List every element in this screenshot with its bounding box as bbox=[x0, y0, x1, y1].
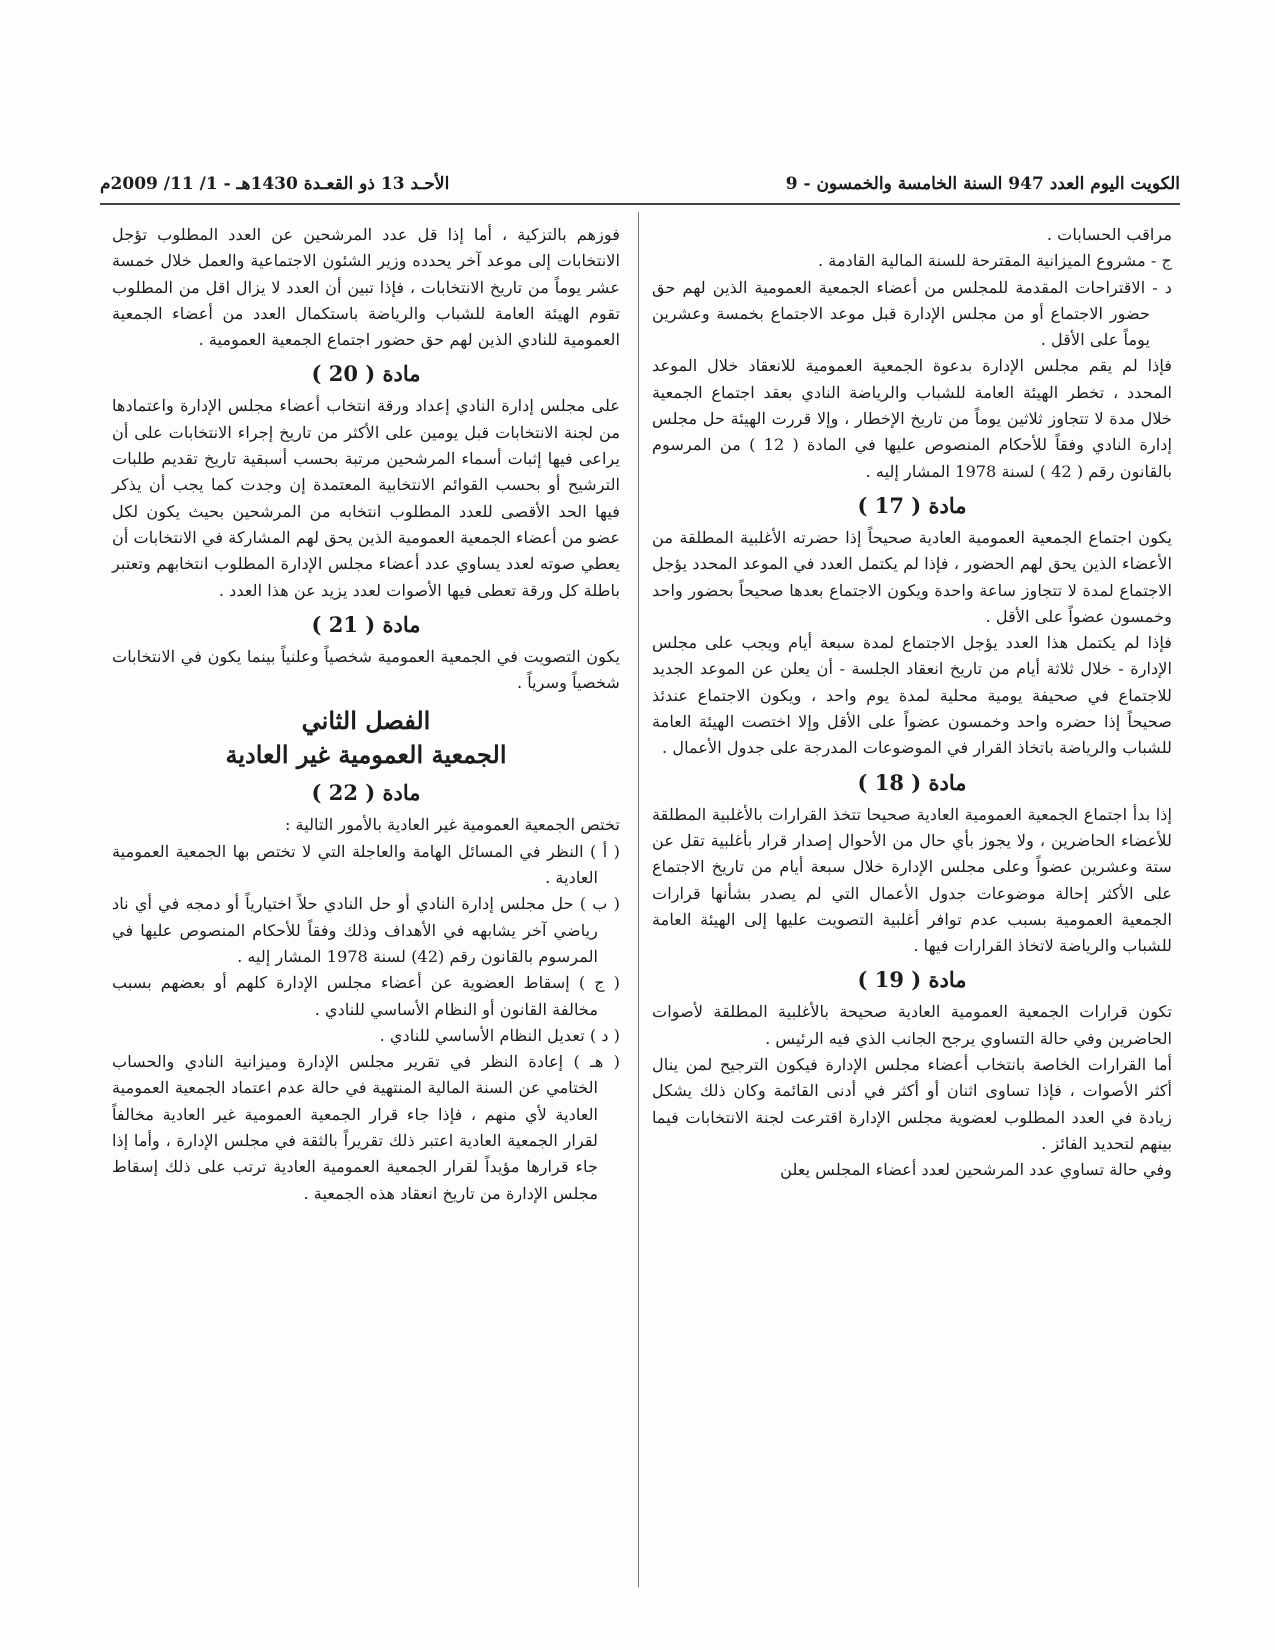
article-22-heading: مادة ( 22 ) bbox=[311, 780, 421, 806]
paragraph: فإذا لم يقم مجلس الإدارة بدعوة الجمعية العمومية للانعقاد خلال الموعد المحدد ، تخطر الهيئة العامة للشباب والرياضة النادي بعقد اجتماع الجمعية خلال مدة لا تتجاوز ثلاثين يوماً من تاريخ الإخطار ، وإلا قررت الهيئة حل مجلس إدارة النادي وفقاً للأحكام المنصوص عليها في المادة ( 12 ) من المرسوم بالقانون رقم ( 42 ) لسنة 1978 المشار إليه . bbox=[652, 356, 1172, 481]
article-19-paragraph: تكون قرارات الجمعية العمومية العادية صحيحة بالأغلبية المطلقة لأصوات الحاضرين وفي حالة التساوي يرجح الجانب الذي فيه الرئيس . bbox=[652, 1002, 1172, 1048]
article-18-heading: مادة ( 18 ) bbox=[857, 769, 967, 795]
header-date: الأحـد 13 ذو القعـدة 1430هـ - 1/ 11/ 2009م bbox=[100, 174, 450, 194]
article-20-heading: مادة ( 20 ) bbox=[311, 361, 421, 387]
list-item: ( أ ) النظر في المسائل الهامة والعاجلة التي لا تختص بها الجمعية العمومية العادية . bbox=[112, 841, 620, 888]
article-17-paragraph: فإذا لم يكتمل هذا العدد يؤجل الاجتماع لمدة سبعة أيام ويجب على مجلس الإدارة - خلال ثلاثة أيام من تاريخ انعقاد الجلسة - أن يعلن عن الموعد الجديد للاجتماع في صحيفة يومية محلية لمدة يوم واحد ، ويكون الاجتماع عندئذ صحيحاً إذا حضره واحد وخمسون عضواً على الأقل وإلا اختصت الهيئة العامة للشباب والرياضة باتخاذ القرار في الموضوعات المدرجة على جدول الأعمال . bbox=[652, 633, 1172, 758]
header-issue-info: الكويت اليوم العدد 947 السنة الخامسة والخمسون - 9 bbox=[785, 174, 1180, 194]
article-17-paragraph: يكون اجتماع الجمعية العمومية العادية صحيحاً إذا حضرته الأغلبية المطلقة من الأعضاء الذين يحق لهم الحضور ، فإذا لم يكتمل العدد في الموعد المحدد يؤجل الاجتماع لمدة لا تتجاوز ساعة واحدة ويكون الاجتماع بعدها صحيحاً بحضور واحد وخمسون عضواً على الأقل . bbox=[652, 527, 1172, 626]
article-19-paragraph: وفي حالة تساوي عدد المرشحين لعدد أعضاء المجلس يعلن bbox=[780, 1160, 1172, 1180]
article-17-heading: مادة ( 17 ) bbox=[857, 492, 967, 518]
chapter-title: الفصل الثاني bbox=[301, 706, 431, 736]
right-column bbox=[652, 222, 1172, 1184]
chapter-subtitle: الجمعية العمومية غير العادية bbox=[225, 740, 507, 770]
list-item: ( د ) تعديل النظام الأساسي للنادي . bbox=[379, 1025, 620, 1045]
article-19-heading: مادة ( 19 ) bbox=[857, 967, 967, 993]
article-20-paragraph: على مجلس إدارة النادي إعداد ورقة انتخاب أعضاء مجلس الإدارة واعتمادها من لجنة الانتخابات قبل يومين على الأكثر من تاريخ إجراء الانتخابات على أن يراعى فيها إثبات أسماء المرشحين مرتبة بحسب أسبقية تاريخ تقديم طلبات الترشيح أو بحسب القوائم الانتخابية المعتمدة إن وجدت كما يجب أن يذكر فيها الحد الأقصى للعدد المطلوب انتخابه من المرشحين بحيث يكون لكل عضو من أعضاء الجمعية العمومية الذين يحق لهم المشاركة في الانتخابات أن يعطي صوته لعدد يساوي عدد أعضاء مجلس الإدارة المطلوب انتخابهم وتعتبر باطلة كل ورقة تعطى فيها الأصوات لعدد يزيد عن هذا العدد . bbox=[112, 396, 620, 600]
left-column bbox=[112, 222, 620, 1207]
paragraph: فوزهم بالتزكية ، أما إذا قل عدد المرشحين عن العدد المطلوب تؤجل الانتخابات إلى موعد آخر يحدده وزير الشئون الاجتماعية والعمل خلال خمسة عشر يوماً من تاريخ الانتخابات ، فإذا تبين أن العدد لا يزال اقل من المطلوب تقوم الهيئة العامة للشباب والرياضة باستكمال العدد من أعضاء الجمعية العمومية للنادي الذين لهم حق حضور اجتماع الجمعية العمومية . bbox=[112, 225, 620, 350]
article-19-paragraph: أما القرارات الخاصة بانتخاب أعضاء مجلس الإدارة فيكون الترجيح لمن ينال أكثر الأصوات ، فإذا تساوى اثنان أو أكثر في أدنى القائمة وكان ذلك يشكل زيادة في العدد المطلوب لعضوية مجلس الإدارة اقترعت لجنة الانتخابات فيما بينهم لتحديد الفائز . bbox=[652, 1055, 1172, 1153]
list-item: د - الاقتراحات المقدمة للمجلس من أعضاء الجمعية العمومية الذين لهم حق حضور الاجتماع أو من مجلس الإدارة قبل موعد الاجتماع بخمسة وعشرين يوماً على الأقل . bbox=[652, 277, 1172, 350]
header-rule bbox=[100, 203, 1180, 205]
list-item: ( ب ) حل مجلس إدارة النادي أو حل النادي حلاً اختيارياً أو دمجه في أي ناد رياضي آخر يشابهه في الأهداف وذلك وفقاً للأحكام المنصوص عليها في المرسوم بالقانون رقم (42) لسنة 1978 المشار إليه . bbox=[112, 894, 620, 966]
article-21-heading: مادة ( 21 ) bbox=[311, 611, 421, 637]
article-18-paragraph: إذا بدأ اجتماع الجمعية العمومية العادية صحيحا تتخذ القرارات بالأغلبية المطلقة للأعضاء الحاضرين ، ولا يجوز بأي حال من الأحوال إصدار قرار بأغلبية تقل عن ستة وعشرين عضواً وعلى مجلس الإدارة خلال سبعة أيام من تاريخ الاجتماع على الأكثر إحالة موضوعات جدول الأعمال التي لم يصدر بشأنها قرارات الجمعية العمومية بسبب عدم توافر أغلبية التصويت عليها إلى الهيئة العامة للشباب والرياضة لاتخاذ القرارات فيها . bbox=[652, 804, 1172, 956]
page-header bbox=[100, 160, 1180, 194]
list-item: ( ج ) إسقاط العضوية عن أعضاء مجلس الإدارة كلهم أو بعضهم بسبب مخالفة القانون أو النظام الأساسي للنادي . bbox=[112, 973, 620, 1019]
list-item: ج - مشروع الميزانية المقترحة للسنة المالية القادمة . bbox=[817, 251, 1172, 271]
article-22-intro: تختص الجمعية العمومية غير العادية بالأمور التالية : bbox=[284, 815, 620, 835]
list-item: ( هـ ) إعادة النظر في تقرير مجلس الإدارة وميزانية النادي والحساب الختامي عن السنة المالية المنتهية في حالة عدم اعتماد الجمعية العمومية العادية لأي منهم ، فإذا جاء قرار الجمعية العمومية غير العادية مخالفاً لقرار الجمعية العادية اعتبر ذلك تقريراً بالثقة في مجلس الإدارة ، وأما إذا جاء قرارها مؤيداً لقرار الجمعية العمومية العادية ترتب على ذلك إسقاط مجلس الإدارة من تاريخ انعقاد هذه الجمعية . bbox=[112, 1052, 620, 1203]
column-divider bbox=[638, 212, 639, 1587]
article-21-paragraph: يكون التصويت في الجمعية العمومية شخصياً وعلنياً بينما يكون في الانتخابات شخصياً وسرياً . bbox=[112, 646, 620, 693]
list-item: مراقب الحسابات . bbox=[1046, 225, 1172, 244]
